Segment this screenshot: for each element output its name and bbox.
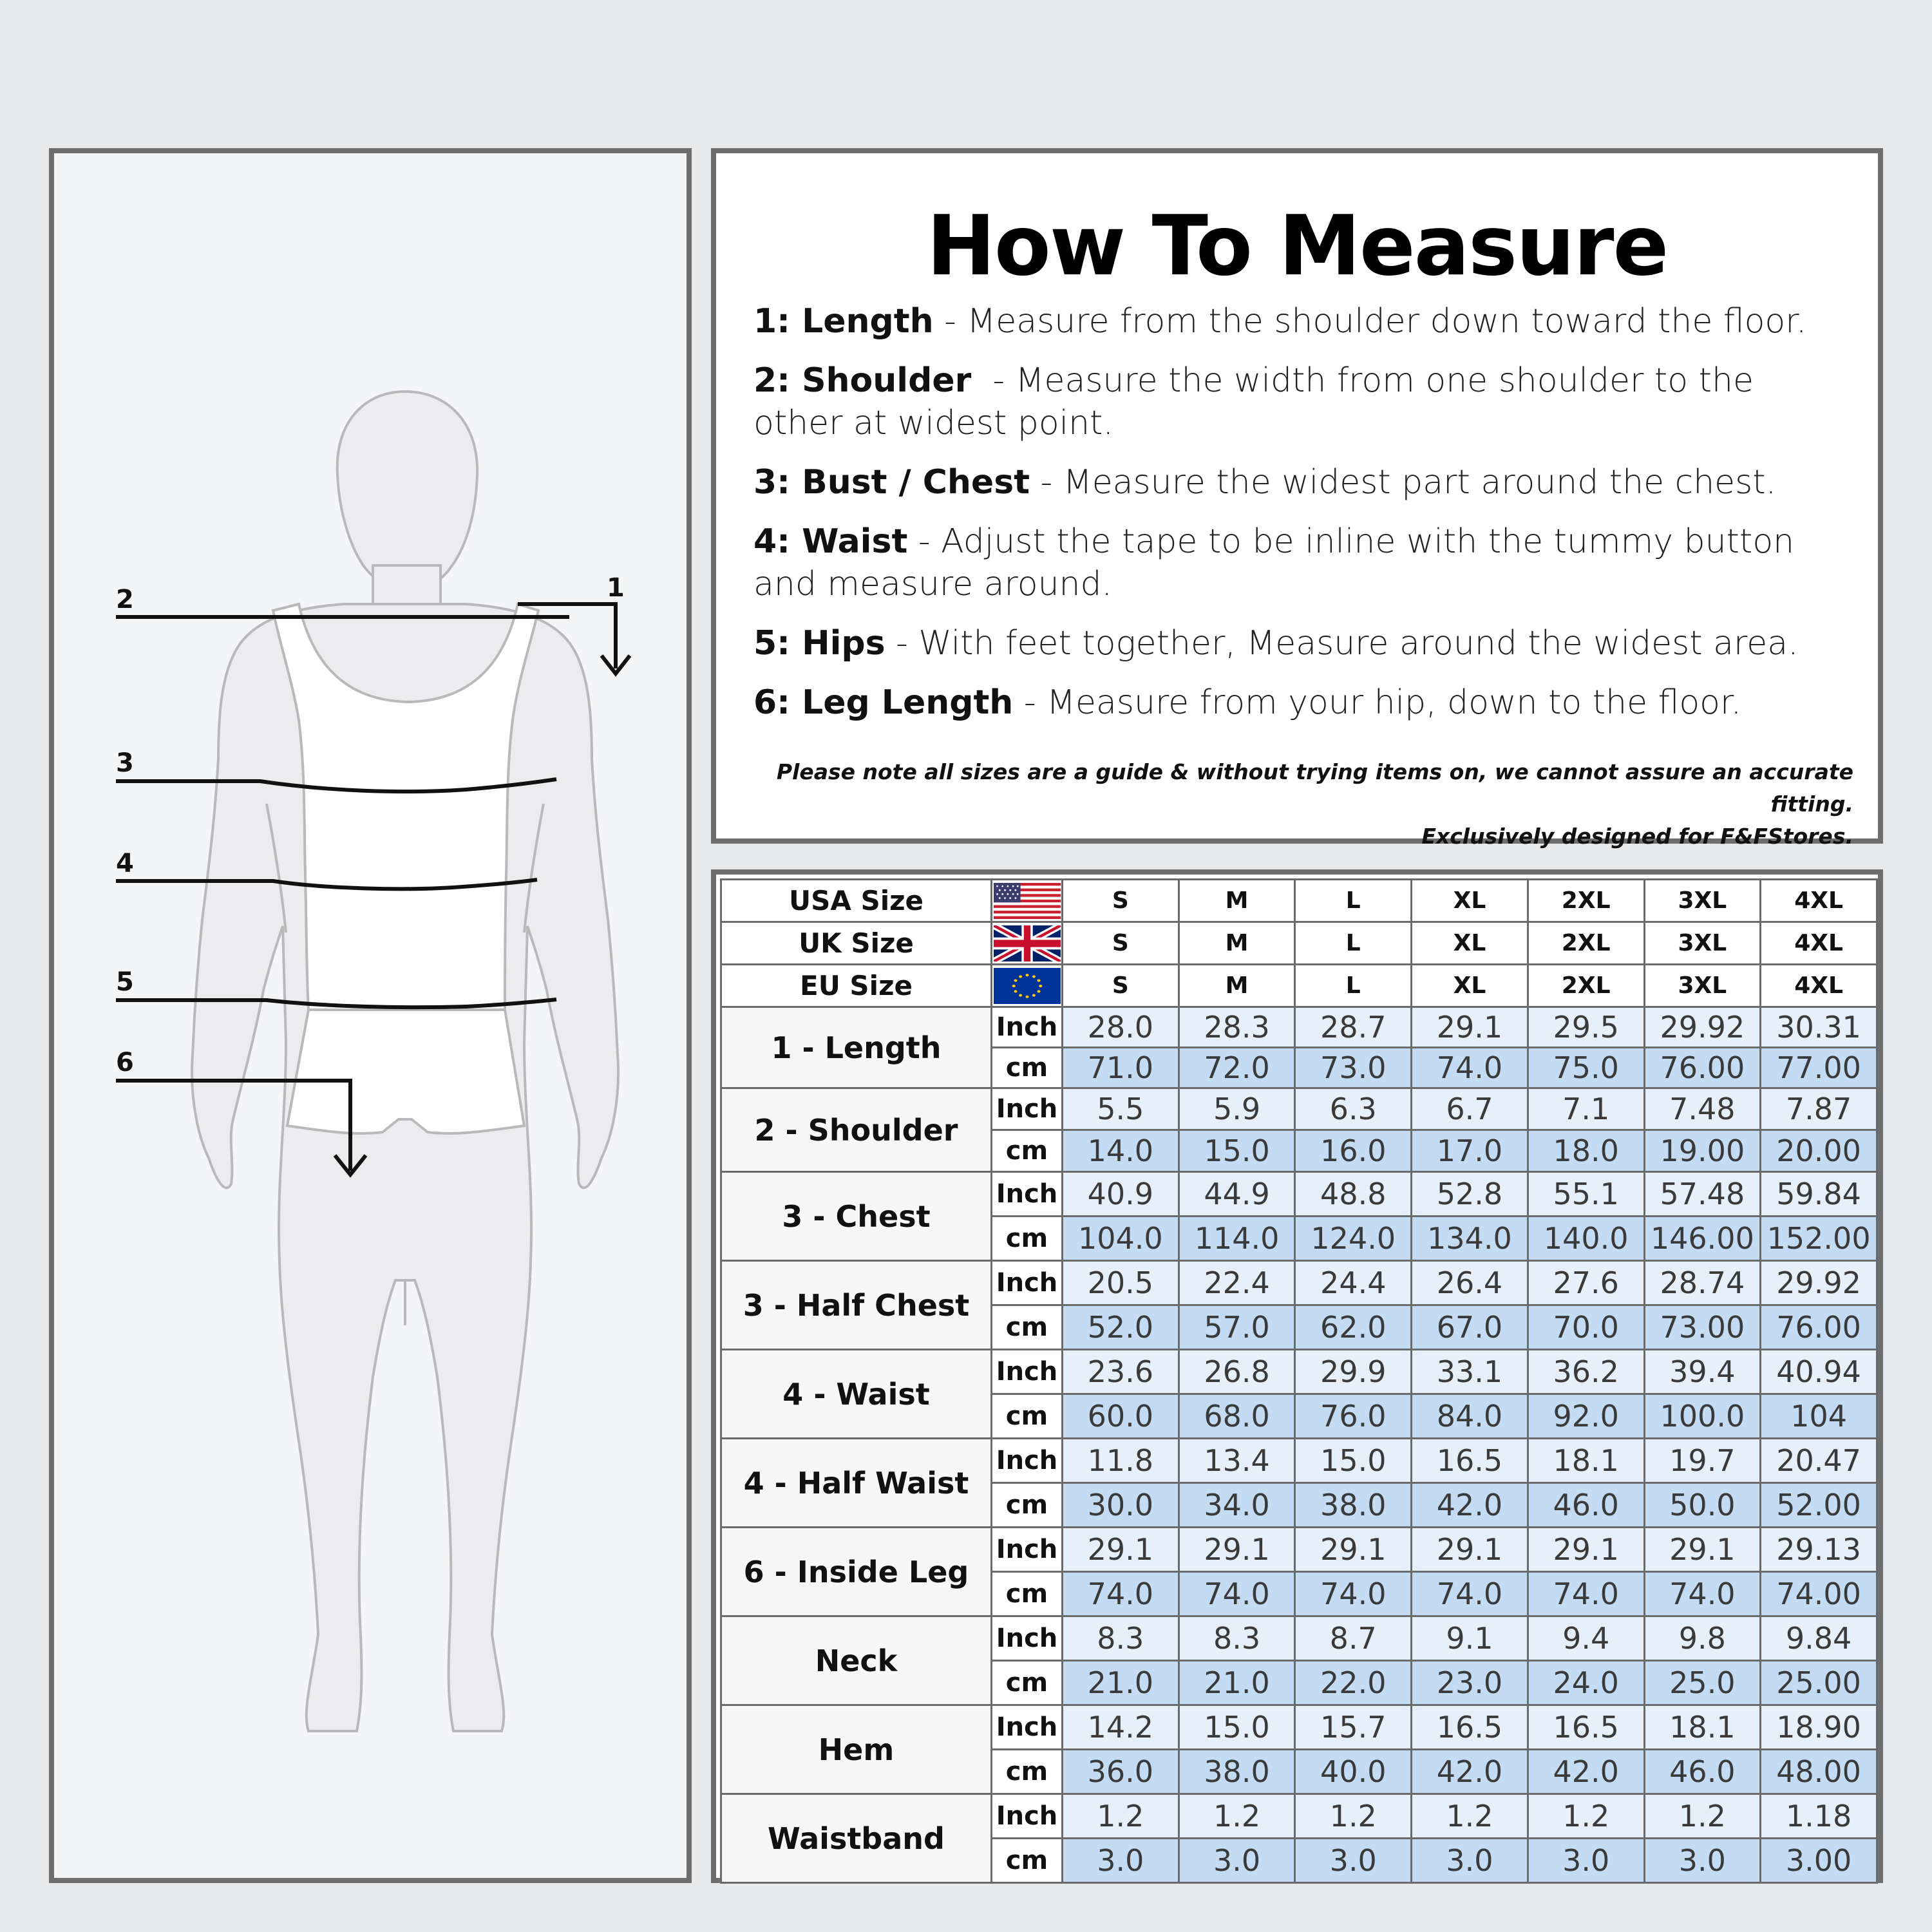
step-shoulder <box>753 359 1842 444</box>
measurement-value: 3.0 <box>1063 1839 1179 1883</box>
measurement-value: 24.4 <box>1295 1261 1412 1305</box>
size-cell: 2XL <box>1528 965 1644 1007</box>
measurement-value: 14.0 <box>1063 1130 1179 1172</box>
measurement-value: 8.3 <box>1179 1616 1295 1661</box>
step-length <box>753 300 1842 343</box>
measurement-value: 29.5 <box>1528 1007 1644 1048</box>
measurement-value: 77.00 <box>1761 1048 1877 1088</box>
disclaimer-note <box>716 756 1853 853</box>
measurement-value: 36.0 <box>1063 1750 1179 1794</box>
measurement-value: 29.9 <box>1295 1350 1412 1394</box>
unit-label: cm <box>992 1572 1063 1616</box>
measurement-value: 134.0 <box>1412 1217 1528 1261</box>
measurement-value: 29.1 <box>1179 1528 1295 1572</box>
step-waist <box>753 520 1842 605</box>
measurement-value: 52.00 <box>1761 1483 1877 1528</box>
unit-label: cm <box>992 1394 1063 1439</box>
measurement-value: 3.0 <box>1295 1839 1412 1883</box>
measurement-value: 17.0 <box>1412 1130 1528 1172</box>
measurement-value: 11.8 <box>1063 1439 1179 1483</box>
brand-line: Exclusively designed for F&FStores. <box>1421 824 1853 849</box>
measurement-label: 3 - Chest <box>721 1172 992 1261</box>
unit-label: Inch <box>992 1439 1063 1483</box>
unit-label: cm <box>992 1483 1063 1528</box>
measurement-value: 92.0 <box>1528 1394 1644 1439</box>
measurement-value: 74.0 <box>1412 1572 1528 1616</box>
size-cell: 3XL <box>1644 880 1761 922</box>
measurement-value: 29.92 <box>1761 1261 1877 1305</box>
measurement-value: 29.1 <box>1644 1528 1761 1572</box>
measurement-value: 3.0 <box>1528 1839 1644 1883</box>
measurement-row-inch <box>721 1007 1877 1048</box>
unit-label: Inch <box>992 1007 1063 1048</box>
measurement-value: 48.00 <box>1761 1750 1877 1794</box>
unit-label: cm <box>992 1130 1063 1172</box>
measurement-value: 23.0 <box>1412 1661 1528 1705</box>
measurement-value: 3.0 <box>1179 1839 1295 1883</box>
eu-flag-icon <box>992 965 1063 1007</box>
measurement-value: 25.00 <box>1761 1661 1877 1705</box>
size-cell: XL <box>1412 880 1528 922</box>
measurement-value: 140.0 <box>1528 1217 1644 1261</box>
measurement-value: 18.0 <box>1528 1130 1644 1172</box>
marker-6: 6 <box>116 1048 134 1077</box>
measurement-value: 3.00 <box>1761 1839 1877 1883</box>
measurement-value: 19.00 <box>1644 1130 1761 1172</box>
measurement-value: 28.74 <box>1644 1261 1761 1305</box>
step-text: - With feet together, Measure around the widest area. <box>885 624 1799 663</box>
marker-4: 4 <box>116 849 134 878</box>
measurement-value: 15.0 <box>1179 1705 1295 1750</box>
measurement-value: 42.0 <box>1528 1750 1644 1794</box>
size-cell: 3XL <box>1644 922 1761 965</box>
measurement-label: Waistband <box>721 1794 992 1883</box>
measurement-value: 13.4 <box>1179 1439 1295 1483</box>
measurement-value: 57.48 <box>1644 1172 1761 1217</box>
measurement-value: 20.47 <box>1761 1439 1877 1483</box>
measurement-value: 7.48 <box>1644 1088 1761 1130</box>
size-cell: M <box>1179 880 1295 922</box>
size-cell: XL <box>1412 965 1528 1007</box>
measurement-label: 3 - Half Chest <box>721 1261 992 1350</box>
measurement-value: 3.0 <box>1644 1839 1761 1883</box>
measurement-value: 29.1 <box>1528 1528 1644 1572</box>
measurement-label: Neck <box>721 1616 992 1705</box>
body-figure-illustration <box>54 153 687 1878</box>
measurement-value: 124.0 <box>1295 1217 1412 1261</box>
unit-label: Inch <box>992 1528 1063 1572</box>
measurement-value: 30.31 <box>1761 1007 1877 1048</box>
measurement-value: 76.00 <box>1761 1305 1877 1350</box>
measurement-value: 15.0 <box>1295 1439 1412 1483</box>
measurement-value: 1.2 <box>1528 1794 1644 1839</box>
size-cell: XL <box>1412 922 1528 965</box>
measurement-value: 15.7 <box>1295 1705 1412 1750</box>
measurement-value: 38.0 <box>1179 1750 1295 1794</box>
measurement-value: 42.0 <box>1412 1483 1528 1528</box>
unit-label: cm <box>992 1661 1063 1705</box>
shorts-garment <box>287 1010 524 1133</box>
measurement-row-inch <box>721 1261 1877 1305</box>
measurement-value: 16.5 <box>1412 1439 1528 1483</box>
unit-label: Inch <box>992 1088 1063 1130</box>
measurement-value: 40.9 <box>1063 1172 1179 1217</box>
measurement-value: 21.0 <box>1063 1661 1179 1705</box>
measurement-value: 76.0 <box>1295 1394 1412 1439</box>
step-label: 1: Length <box>753 302 934 341</box>
unit-label: Inch <box>992 1705 1063 1750</box>
measurement-value: 60.0 <box>1063 1394 1179 1439</box>
measurement-value: 20.5 <box>1063 1261 1179 1305</box>
measurement-row-inch <box>721 1616 1877 1661</box>
step-chest <box>753 461 1842 504</box>
measurement-value: 104.0 <box>1063 1217 1179 1261</box>
measurement-value: 29.1 <box>1063 1528 1179 1572</box>
measurement-value: 76.00 <box>1644 1048 1761 1088</box>
size-cell: 4XL <box>1761 965 1877 1007</box>
measurement-value: 34.0 <box>1179 1483 1295 1528</box>
measurement-value: 1.2 <box>1179 1794 1295 1839</box>
measurement-value: 68.0 <box>1179 1394 1295 1439</box>
measurement-value: 46.0 <box>1528 1483 1644 1528</box>
measurement-value: 52.0 <box>1063 1305 1179 1350</box>
measurement-value: 40.0 <box>1295 1750 1412 1794</box>
size-chart-panel <box>711 869 1883 1883</box>
measurement-value: 8.7 <box>1295 1616 1412 1661</box>
measurement-label: 2 - Shoulder <box>721 1088 992 1172</box>
marker-3: 3 <box>116 748 134 778</box>
measurement-value: 22.4 <box>1179 1261 1295 1305</box>
marker-1: 1 <box>607 573 625 603</box>
measurement-value: 74.00 <box>1761 1572 1877 1616</box>
measurement-value: 24.0 <box>1528 1661 1644 1705</box>
measurement-value: 1.2 <box>1063 1794 1179 1839</box>
measurement-value: 52.8 <box>1412 1172 1528 1217</box>
measurement-value: 22.0 <box>1295 1661 1412 1705</box>
size-header-row <box>721 922 1877 965</box>
measurement-value: 26.4 <box>1412 1261 1528 1305</box>
step-label: 2: Shoulder <box>753 361 972 400</box>
measurement-value: 36.2 <box>1528 1350 1644 1394</box>
measurement-value: 1.2 <box>1412 1794 1528 1839</box>
size-header-row <box>721 965 1877 1007</box>
measurement-value: 72.0 <box>1179 1048 1295 1088</box>
measurement-value: 7.1 <box>1528 1088 1644 1130</box>
size-cell: M <box>1179 965 1295 1007</box>
measurement-value: 9.8 <box>1644 1616 1761 1661</box>
measurement-value: 71.0 <box>1063 1048 1179 1088</box>
measurement-value: 16.5 <box>1528 1705 1644 1750</box>
measurement-value: 16.0 <box>1295 1130 1412 1172</box>
step-text: - Measure the width from one shoulder to the other at widest point. <box>753 361 1765 442</box>
measurement-row-inch <box>721 1528 1877 1572</box>
measurement-value: 20.00 <box>1761 1130 1877 1172</box>
unit-label: Inch <box>992 1616 1063 1661</box>
measurement-row-inch <box>721 1705 1877 1750</box>
measurement-value: 8.3 <box>1063 1616 1179 1661</box>
measurement-value: 7.87 <box>1761 1088 1877 1130</box>
measurement-value: 9.4 <box>1528 1616 1644 1661</box>
size-cell: 4XL <box>1761 922 1877 965</box>
measurement-label: 4 - Waist <box>721 1350 992 1439</box>
page-title: How To Measure <box>926 198 1668 294</box>
uk-flag-icon <box>992 922 1063 965</box>
measurement-value: 29.13 <box>1761 1528 1877 1572</box>
measurement-value: 28.3 <box>1179 1007 1295 1048</box>
measurement-value: 48.8 <box>1295 1172 1412 1217</box>
measurement-value: 74.0 <box>1063 1572 1179 1616</box>
step-label: 3: Bust / Chest <box>753 463 1030 502</box>
measurement-value: 70.0 <box>1528 1305 1644 1350</box>
measurement-value: 33.1 <box>1412 1350 1528 1394</box>
measurement-value: 50.0 <box>1644 1483 1761 1528</box>
figure-panel <box>49 148 692 1883</box>
measurement-value: 152.00 <box>1761 1217 1877 1261</box>
unit-label: Inch <box>992 1261 1063 1305</box>
measurement-value: 29.1 <box>1295 1528 1412 1572</box>
how-to-measure-panel <box>711 148 1883 849</box>
measurement-value: 38.0 <box>1295 1483 1412 1528</box>
size-cell: 4XL <box>1761 880 1877 922</box>
unit-label: cm <box>992 1839 1063 1883</box>
measurement-value: 27.6 <box>1528 1261 1644 1305</box>
measurement-value: 73.0 <box>1295 1048 1412 1088</box>
measurement-value: 1.18 <box>1761 1794 1877 1839</box>
measurement-label: 4 - Half Waist <box>721 1439 992 1528</box>
measurement-value: 67.0 <box>1412 1305 1528 1350</box>
measurement-value: 18.90 <box>1761 1705 1877 1750</box>
measurement-value: 28.0 <box>1063 1007 1179 1048</box>
size-cell: 3XL <box>1644 965 1761 1007</box>
measurement-value: 104 <box>1761 1394 1877 1439</box>
measurement-label: 6 - Inside Leg <box>721 1528 992 1616</box>
measurement-value: 5.9 <box>1179 1088 1295 1130</box>
size-system-label: UK Size <box>721 922 992 965</box>
size-cell: S <box>1063 922 1179 965</box>
measurement-value: 18.1 <box>1528 1439 1644 1483</box>
measurement-value: 25.0 <box>1644 1661 1761 1705</box>
measurement-row-inch <box>721 1439 1877 1483</box>
measurement-value: 74.0 <box>1528 1572 1644 1616</box>
measurement-value: 84.0 <box>1412 1394 1528 1439</box>
step-text: - Measure the widest part around the chest. <box>1030 463 1777 502</box>
measurement-value: 74.0 <box>1295 1572 1412 1616</box>
step-text: - Measure from your hip, down to the floor. <box>1013 683 1742 722</box>
unit-label: Inch <box>992 1172 1063 1217</box>
measurement-value: 55.1 <box>1528 1172 1644 1217</box>
measurement-value: 21.0 <box>1179 1661 1295 1705</box>
measurement-value: 74.0 <box>1644 1572 1761 1616</box>
unit-label: Inch <box>992 1794 1063 1839</box>
measurement-value: 1.2 <box>1644 1794 1761 1839</box>
measurement-value: 29.92 <box>1644 1007 1761 1048</box>
measurement-value: 39.4 <box>1644 1350 1761 1394</box>
unit-label: cm <box>992 1750 1063 1794</box>
measurement-value: 3.0 <box>1412 1839 1528 1883</box>
marker-2: 2 <box>116 585 134 614</box>
measurement-value: 5.5 <box>1063 1088 1179 1130</box>
measurement-value: 114.0 <box>1179 1217 1295 1261</box>
measurement-value: 9.1 <box>1412 1616 1528 1661</box>
measurement-row-inch <box>721 1350 1877 1394</box>
us-flag-icon <box>992 880 1063 922</box>
size-header-row <box>721 880 1877 922</box>
measurement-value: 23.6 <box>1063 1350 1179 1394</box>
step-text: - Measure from the shoulder down toward the floor. <box>933 302 1807 341</box>
measurement-value: 74.0 <box>1179 1572 1295 1616</box>
size-cell: 2XL <box>1528 880 1644 922</box>
marker-5: 5 <box>116 967 134 997</box>
measurement-value: 100.0 <box>1644 1394 1761 1439</box>
size-system-label: EU Size <box>721 965 992 1007</box>
measurement-value: 29.1 <box>1412 1528 1528 1572</box>
size-cell: L <box>1295 922 1412 965</box>
size-cell: M <box>1179 922 1295 965</box>
unit-label: Inch <box>992 1350 1063 1394</box>
measurement-value: 29.1 <box>1412 1007 1528 1048</box>
measurement-value: 74.0 <box>1412 1048 1528 1088</box>
size-chart-table <box>720 878 1878 1884</box>
step-leg-length <box>753 681 1842 724</box>
size-cell: L <box>1295 880 1412 922</box>
measurement-value: 6.3 <box>1295 1088 1412 1130</box>
size-cell: S <box>1063 965 1179 1007</box>
measurement-value: 30.0 <box>1063 1483 1179 1528</box>
step-label: 5: Hips <box>753 624 886 663</box>
measurement-value: 18.1 <box>1644 1705 1761 1750</box>
measurement-row-inch <box>721 1172 1877 1217</box>
size-cell: L <box>1295 965 1412 1007</box>
measurement-value: 146.00 <box>1644 1217 1761 1261</box>
step-text: - Adjust the tape to be inline with the tummy button and measure around. <box>753 522 1795 603</box>
measurement-value: 6.7 <box>1412 1088 1528 1130</box>
disclaimer-line: Please note all sizes are a guide & without trying items on, we cannot assure an accurate fitting. <box>776 759 1853 817</box>
measurement-value: 59.84 <box>1761 1172 1877 1217</box>
measurement-value: 73.00 <box>1644 1305 1761 1350</box>
step-label: 4: Waist <box>753 522 908 561</box>
measurement-row-inch <box>721 1794 1877 1839</box>
measurement-value: 40.94 <box>1761 1350 1877 1394</box>
unit-label: cm <box>992 1305 1063 1350</box>
size-system-label: USA Size <box>721 880 992 922</box>
measurement-value: 15.0 <box>1179 1130 1295 1172</box>
measurement-value: 14.2 <box>1063 1705 1179 1750</box>
measurement-value: 16.5 <box>1412 1705 1528 1750</box>
step-label: 6: Leg Length <box>753 683 1014 722</box>
measurement-value: 1.2 <box>1295 1794 1412 1839</box>
measurement-value: 44.9 <box>1179 1172 1295 1217</box>
measurement-label: Hem <box>721 1705 992 1794</box>
measurement-value: 26.8 <box>1179 1350 1295 1394</box>
measurement-value: 57.0 <box>1179 1305 1295 1350</box>
size-cell: S <box>1063 880 1179 922</box>
measurement-value: 19.7 <box>1644 1439 1761 1483</box>
measurement-value: 75.0 <box>1528 1048 1644 1088</box>
measurement-row-inch <box>721 1088 1877 1130</box>
measurement-value: 42.0 <box>1412 1750 1528 1794</box>
measurement-label: 1 - Length <box>721 1007 992 1088</box>
unit-label: cm <box>992 1048 1063 1088</box>
measure-steps-list <box>753 300 1842 741</box>
unit-label: cm <box>992 1217 1063 1261</box>
step-hips <box>753 622 1842 665</box>
measurement-value: 62.0 <box>1295 1305 1412 1350</box>
size-cell: 2XL <box>1528 922 1644 965</box>
measurement-value: 9.84 <box>1761 1616 1877 1661</box>
measurement-value: 28.7 <box>1295 1007 1412 1048</box>
measurement-value: 46.0 <box>1644 1750 1761 1794</box>
